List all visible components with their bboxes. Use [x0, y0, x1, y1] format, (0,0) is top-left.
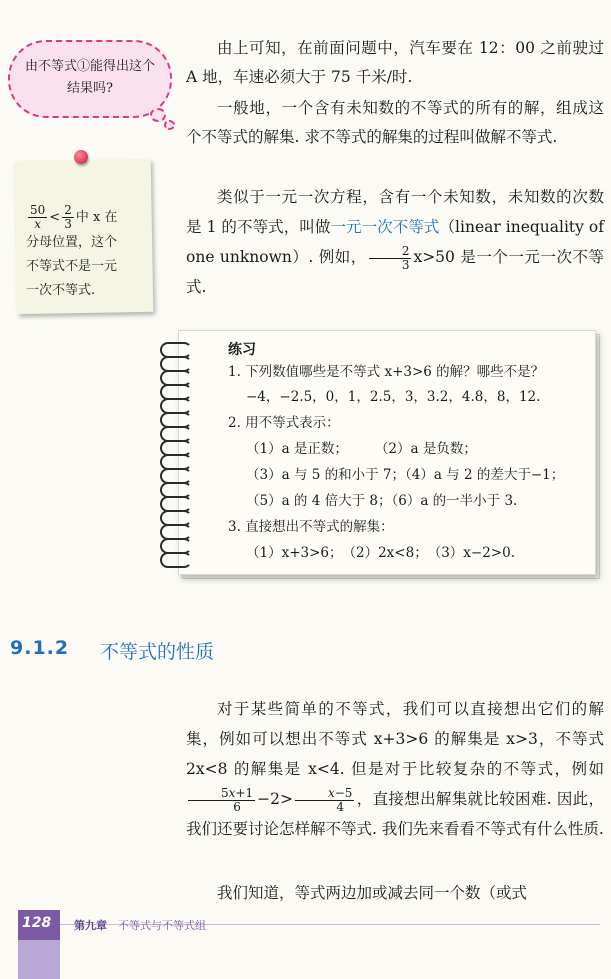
exercise-title: 练习 — [228, 342, 256, 358]
paragraph-conclusion: 由上可知，在前面问题中，汽车要在 12：00 之前驶过 A 地，车速必须大于 75 千米/时. — [186, 39, 604, 86]
note-line4: 一次不等式. — [26, 283, 96, 298]
paragraph-simple-inequalities — [186, 694, 604, 844]
fraction-x-minus-5-over-4: $\frac{x-5}{4}$ — [295, 787, 354, 814]
exercise-q3: 3. 直接想出不等式的解集： — [228, 519, 394, 535]
definition-english: （linear inequality of one unknown）. 例如， — [186, 218, 604, 266]
exercise-q2-row1: （1）a 是正数； （2）a 是负数； — [246, 441, 477, 457]
inequality-middle: −2> — [257, 790, 293, 808]
section-number: 9.1.2 — [10, 637, 70, 659]
note-text: $\frac{50}{x}$ < $\frac{2}{3}$ 中 x 在 分母位置，这个 不等式不是一元 一次不等式. — [26, 204, 146, 303]
keyword-linear-inequality: 一元一次不等式 — [330, 218, 440, 236]
section-title: 不等式的性质 — [100, 641, 215, 663]
paragraph-definition — [186, 182, 604, 302]
simple-inequalities-text: 对于某些简单的不等式，我们可以直接想出它们的解集，例如可以想出不等式 x+3>6 的解集是 x>3，不等式 2x<8 的解集是 x<4. 但是对于比较复杂的不等式，例如 — [186, 700, 604, 778]
exercise-q1-values: −4，−2.5，0，1，2.5，3，3.2，4.8，8，12. — [246, 389, 541, 405]
simple-inequalities-tail: ，直接想出解集就比较困难. 因此，我们还要讨论怎样解不等式. 我们先来看看不等式有什么性质. — [186, 790, 604, 838]
bubble-text: 由不等式①能得出这个结果吗? — [24, 59, 155, 96]
note-line1: 中 x 在 — [75, 210, 118, 225]
footer-chapter: 第九章 — [74, 919, 107, 932]
note-line3: 不等式不是一元 — [26, 259, 118, 274]
paragraph-equality-property: 我们知道，等式两边加或减去同一个数（或式 — [217, 884, 528, 902]
bubble-tail-dot — [164, 120, 175, 130]
page-margin-strip — [18, 940, 60, 979]
exercise-q2: 2. 用不等式表示： — [228, 415, 340, 431]
fraction-5x-plus-1-over-6: $\frac{5x+1}{6}$ — [188, 787, 255, 814]
definition-example: x>50 是一个一元一次不等式. — [186, 248, 604, 296]
exercise-q2-row3: （5）a 的 4 倍大于 8；（6）a 的一半小于 3. — [246, 493, 518, 509]
fraction-2-over-3: $\frac{2}{3}$ — [64, 203, 72, 231]
paragraph-solution-set: 一般地，一个含有未知数的不等式的所有的解，组成这个不等式的解集. 求不等式的解集的过程叫做解不等式. — [186, 99, 604, 146]
definition-text: 类似于一元一次方程，含有一个未知数，未知数的次数是 1 的不等式，叫做 — [186, 188, 604, 236]
exercise-q3-row1: （1）x+3>6； （2）2x<8； （3）x−2>0. — [246, 545, 515, 561]
page-number: 128 — [22, 915, 52, 931]
fraction-2-over-3-example: $\frac{2}{3}$ — [369, 245, 412, 272]
fraction-50-over-x: $\frac{50}{x}$ — [30, 203, 46, 231]
bubble-tail-dot — [150, 108, 166, 122]
spiral-ring — [160, 552, 192, 568]
exercise-q2-row2: （3）a 与 5 的和小于 7；（4）a 与 2 的差大于−1； — [246, 467, 565, 483]
note-line2: 分母位置，这个 — [26, 235, 118, 250]
footer-title: 不等式与不等式组 — [118, 919, 206, 932]
exercise-q1: 1. 下列数值哪些是不等式 x+3>6 的解？哪些不是？ — [228, 364, 545, 380]
pushpin-icon — [74, 150, 88, 164]
